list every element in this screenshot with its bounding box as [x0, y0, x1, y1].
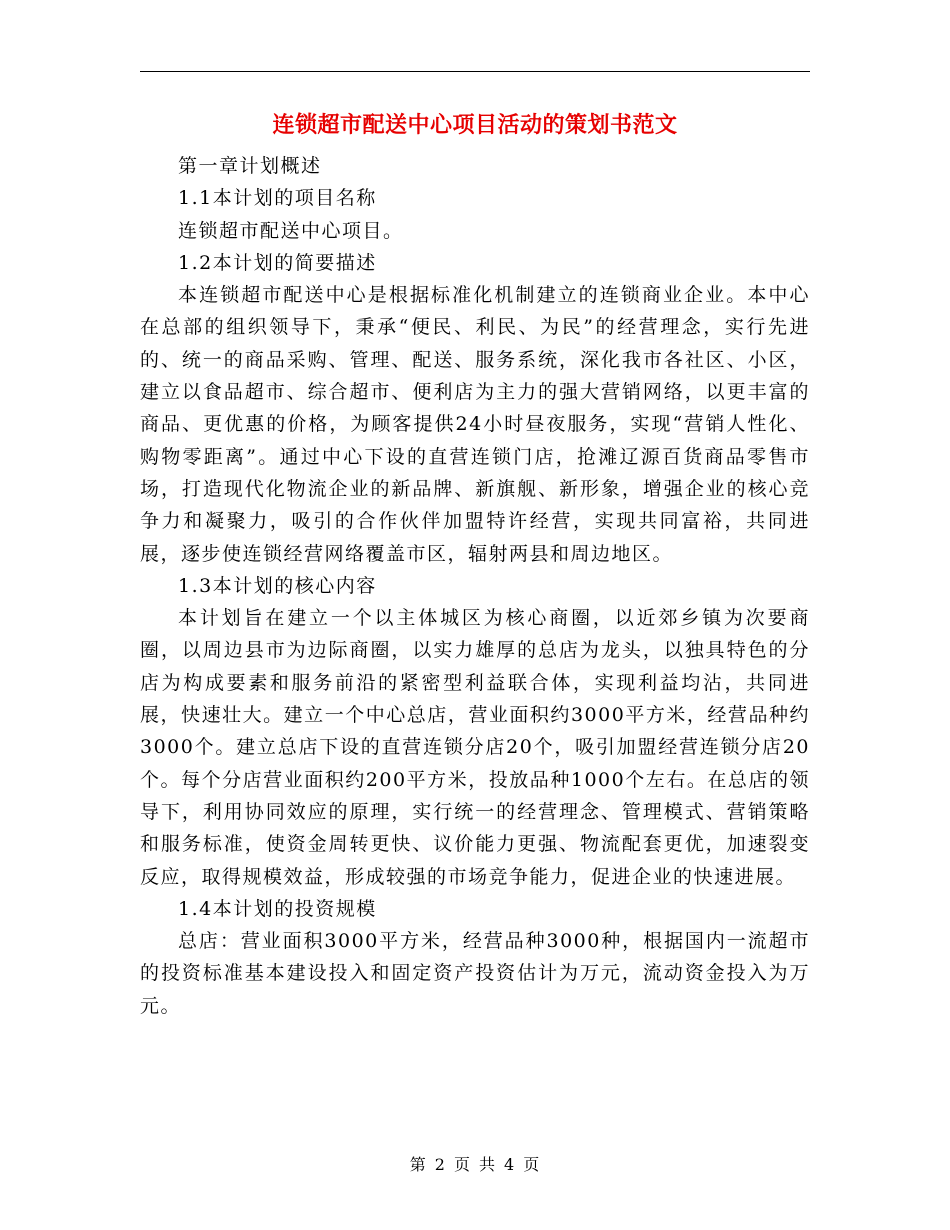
- paragraph-description: 本连锁超市配送中心是根据标准化机制建立的连锁商业企业。本中心在总部的组织领导下，秉承“便民、利民、为民”的经营理念，实行先进的、统一的商品采购、管理、配送、服务系统，深化我市各社区、小区，建立以食品超市、综合超市、便利店为主力的强大营销网络，以更丰富的商品、更优惠的价格，为顾客提供24小时昼夜服务，实现“营销人性化、购物零距离”。通过中心下设的直营连锁门店，抢滩辽源百货商品零售市场，打造现代化物流企业的新品牌、新旗舰、新形象，增强企业的核心竞争力和凝聚力，吸引的合作伙伴加盟特许经营，实现共同富裕，共同进展，逐步使连锁经营网络覆盖市区，辐射两县和周边地区。: [140, 284, 810, 565]
- footer-prefix: 第: [409, 1155, 427, 1174]
- footer-suffix: 页: [523, 1155, 541, 1174]
- section-heading-1-2: 1.2本计划的简要描述: [178, 251, 377, 274]
- page-footer: [0, 1154, 950, 1176]
- chapter-heading: 第一章计划概述: [178, 155, 322, 177]
- document-body: [140, 150, 810, 1022]
- paragraph-project-name: 连锁超市配送中心项目。: [178, 219, 404, 242]
- paragraph-core-content: 本计划旨在建立一个以主体城区为核心商圈，以近郊乡镇为次要商圈，以周边县市为边际商圈，以实力雄厚的总店为龙头，以独具特色的分店为构成要素和服务前沿的紧密型利益联合体，实现利益均沾，共同进展，快速壮大。建立一个中心总店，营业面积约3000平方米，经营品种约3000个。建立总店下设的直营连锁分店20个，吸引加盟经营连锁分店20个。每个分店营业面积约200平方米，投放品种1000个左右。在总店的领导下，利用协同效应的原理，实行统一的经营理念、管理模式、营销策略和服务标准，使资金周转更快、议价能力更强、物流配套更优，加速裂变反应，取得规模效益，形成较强的市场竞争能力，促进企业的快速进展。: [140, 607, 810, 888]
- footer-total-label: 共: [479, 1155, 497, 1174]
- document-title: 连锁超市配送中心项目活动的策划书范文: [272, 113, 678, 138]
- section-heading-1-4: 1.4本计划的投资规模: [178, 897, 377, 920]
- header-rule: [140, 71, 810, 72]
- section-heading-1-3: 1.3本计划的核心内容: [178, 574, 377, 597]
- footer-current-page: 2: [434, 1155, 446, 1174]
- footer-total-pages: 4: [504, 1155, 516, 1174]
- footer-page-word: 页: [453, 1155, 471, 1174]
- section-heading-1-1: 1.1本计划的项目名称: [178, 187, 377, 210]
- paragraph-investment: 总店：营业面积3000平方米，经营品种3000种，根据国内一流超市的投资标准基本建设投入和固定资产投资估计为万元，流动资金投入为万元。: [140, 930, 810, 1017]
